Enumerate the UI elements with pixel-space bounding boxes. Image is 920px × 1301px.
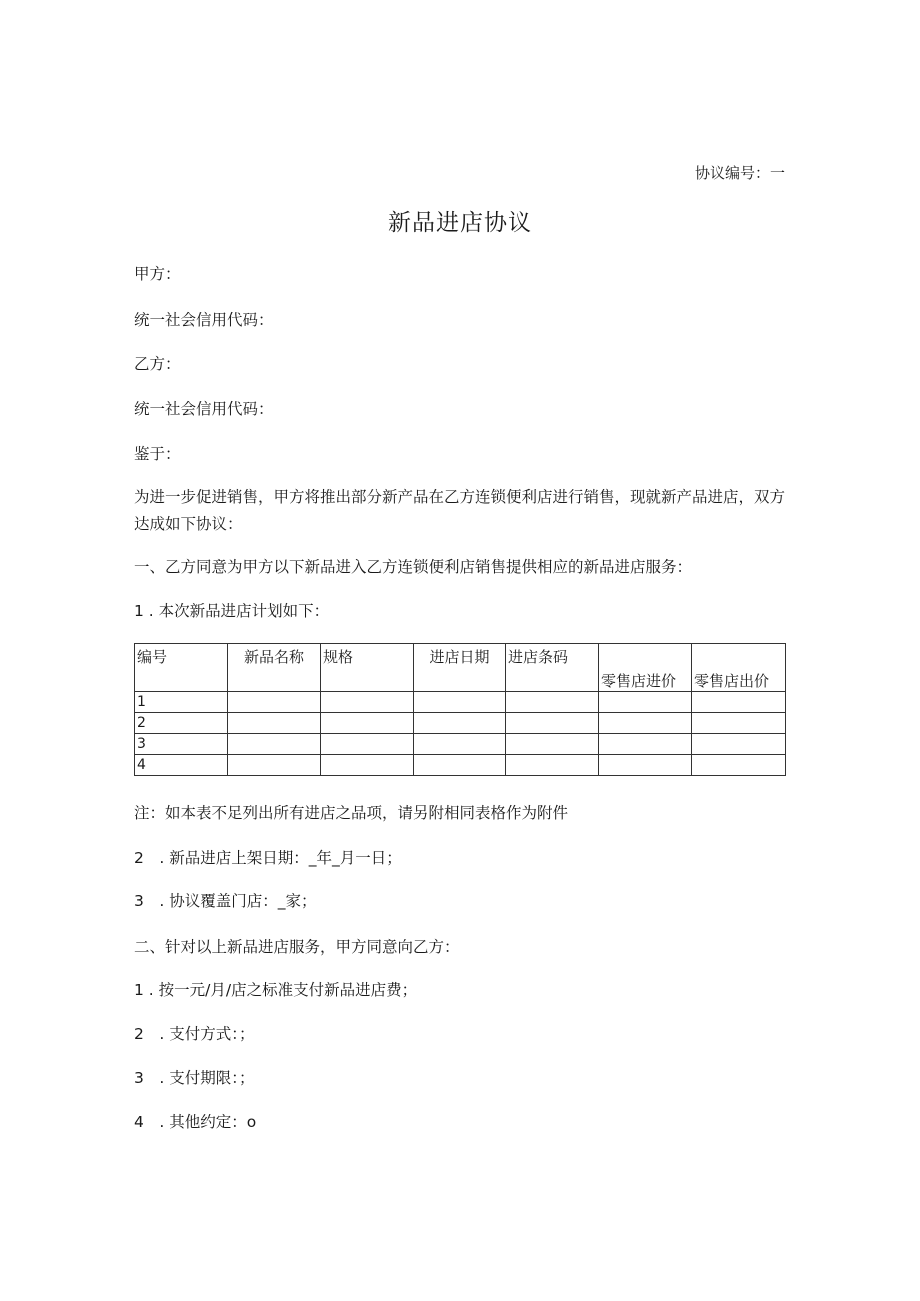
party-b-credit-code-label: 统一社会信用代码：: [134, 400, 274, 418]
table-cell: [321, 692, 414, 713]
table-cell: [599, 755, 692, 776]
table-cell: [228, 713, 321, 734]
table-cell: [414, 692, 506, 713]
table-cell: 4: [135, 755, 228, 776]
table-header-cell: 编号: [135, 644, 228, 692]
table-cell: [228, 734, 321, 755]
table-row: [135, 755, 786, 776]
table-cell: [692, 713, 786, 734]
table-cell: [506, 755, 599, 776]
party-a-label: 甲方：: [134, 265, 181, 283]
section-1-heading: 一、乙方同意为甲方以下新品进入乙方连锁便利店销售提供相应的新品进店服务：: [134, 558, 693, 576]
new-product-plan-table: [134, 643, 786, 776]
table-cell: [599, 734, 692, 755]
table-header-cell: 规格: [321, 644, 414, 692]
table-cell: [692, 734, 786, 755]
table-cell: [228, 755, 321, 776]
whereas-label: 鉴于：: [134, 445, 181, 463]
table-header-cell: 进店日期: [414, 644, 506, 692]
table-cell: [506, 692, 599, 713]
party-a-credit-code-label: 统一社会信用代码：: [134, 311, 274, 329]
party-b-label: 乙方：: [134, 355, 181, 373]
section-2-item-1: 1 . 按一元/月/店之标准支付新品进店费；: [134, 981, 418, 999]
table-cell: [414, 713, 506, 734]
table-cell: [414, 755, 506, 776]
section-1-item-3: 3 . 协议覆盖门店：_家；: [134, 892, 317, 910]
table-cell: [599, 713, 692, 734]
table-row: [135, 692, 786, 713]
table-cell: 3: [135, 734, 228, 755]
table-cell: [599, 692, 692, 713]
table-cell: [414, 734, 506, 755]
table-cell: [321, 734, 414, 755]
table-note: 注：如本表不足列出所有进店之品项，请另附相同表格作为附件: [134, 804, 569, 822]
section-1-item-1: 1 . 本次新品进店计划如下：: [134, 602, 330, 620]
agreement-number: 协议编号：一: [694, 164, 785, 182]
table-cell: [506, 713, 599, 734]
table-cell: 2: [135, 713, 228, 734]
section-1-item-2: 2 . 新品进店上架日期：_年_月一日；: [134, 849, 402, 867]
section-2-item-2: 2 . 支付方式：；: [134, 1025, 255, 1043]
table-header-cell: 进店条码: [506, 644, 599, 692]
intro-paragraph: 为进一步促进销售，甲方将推出部分新产品在乙方连锁便利店进行销售，现就新产品进店，双方达成如下协议：: [134, 488, 786, 533]
section-2-heading: 二、针对以上新品进店服务，甲方同意向乙方：: [134, 938, 460, 956]
table-cell: [321, 713, 414, 734]
document-title: 新品进店协议: [388, 210, 532, 236]
table-cell: [692, 755, 786, 776]
table-header-row: [135, 644, 786, 692]
table-header-cell: 零售店进价: [599, 644, 692, 692]
section-2-item-3: 3 . 支付期限：；: [134, 1069, 255, 1087]
table-header-cell: 新品名称: [228, 644, 321, 692]
table-row: [135, 713, 786, 734]
table-cell: 1: [135, 692, 228, 713]
section-2-item-4: 4 . 其他约定：o: [134, 1113, 257, 1131]
table-row: [135, 734, 786, 755]
table-cell: [506, 734, 599, 755]
table-cell: [321, 755, 414, 776]
table-cell: [228, 692, 321, 713]
table-cell: [692, 692, 786, 713]
table-header-cell: 零售店出价: [692, 644, 786, 692]
